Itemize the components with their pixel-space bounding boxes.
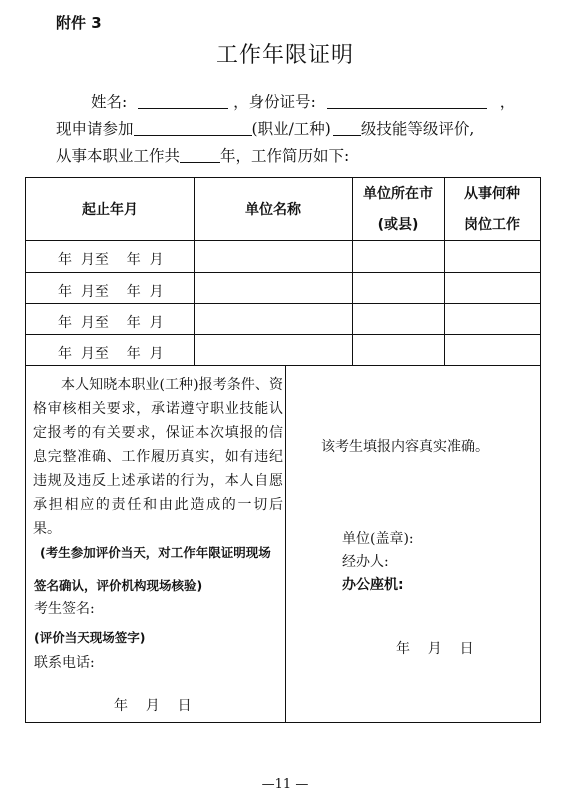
years-suffix: 年，工作简历如下: (220, 147, 350, 165)
years-prefix: 从事本职业工作共 (56, 147, 181, 165)
row-divider (26, 365, 540, 366)
row-divider (26, 334, 540, 335)
apply-prefix: 现申请参加 (56, 120, 134, 138)
date-range-row-3[interactable]: 年 月至 年 月 (58, 315, 164, 331)
date-range-row-4[interactable]: 年 月至 年 月 (58, 346, 164, 362)
id-tail: ， (499, 93, 516, 111)
level-suffix: 级技能等级评价, (360, 120, 475, 138)
occupation-blank[interactable] (134, 119, 252, 136)
header-location-line1: 单位所在市 (363, 186, 433, 202)
date-range-row-1[interactable]: 年 月至 年 月 (58, 252, 164, 268)
header-position-line2: 岗位工作 (464, 217, 520, 233)
level-blank[interactable] (333, 119, 361, 136)
applicant-date[interactable]: 年 月 日 (114, 698, 192, 714)
name-blank[interactable] (138, 92, 228, 109)
intro-line-1 (91, 90, 515, 112)
id-label: ，身份证号: (233, 93, 316, 111)
applicant-signature-label[interactable]: 考生签名: (34, 601, 95, 617)
years-blank[interactable] (180, 146, 220, 163)
page-title: 工作年限证明 (215, 43, 354, 68)
intro-line-2 (56, 117, 474, 139)
office-phone-label[interactable]: 办公座机: (342, 577, 404, 593)
unit-stamp-label[interactable]: 单位(盖章): (342, 531, 414, 547)
bottom-col-divider (285, 365, 286, 722)
id-number-blank[interactable] (327, 92, 487, 109)
onsite-signature-note: (评价当天现场签字) (34, 630, 146, 645)
contact-phone-label[interactable]: 联系电话: (34, 655, 95, 671)
intro-line-3 (56, 144, 349, 166)
handler-label[interactable]: 经办人: (342, 554, 389, 570)
signature-note-line1: (考生参加评价当天，对工作年限证明现场 (40, 545, 271, 560)
row-divider (26, 303, 540, 304)
work-history-table (25, 177, 541, 723)
header-location-line2: (或县) (377, 217, 419, 233)
unit-date[interactable]: 年 月 日 (396, 641, 474, 657)
signature-note-line2: 签名确认，评价机构现场核验) (34, 578, 203, 593)
page-number: —11 — (261, 777, 309, 792)
header-unit-name: 单位名称 (245, 202, 301, 218)
date-range-row-2[interactable]: 年 月至 年 月 (58, 284, 164, 300)
header-period: 起止年月 (82, 202, 138, 218)
row-divider (26, 272, 540, 273)
applicant-promise-text: 本人知晓本职业(工种)报考条件、资格审核相关要求，承诺遵守职业技能认定报考的有关要求，保证本次填报的信息完整准确、工作履历真实，如有违纪违规及违反上述承诺的行为，本人自愿承担相应的责任和由此造成的一切后果。 (33, 377, 283, 537)
name-label: 姓名: (91, 93, 128, 111)
header-position-line1: 从事何种 (464, 186, 520, 202)
verification-statement: 该考生填报内容真实准确。 (321, 439, 489, 455)
attachment-label: 附件 3 (56, 14, 102, 32)
occupation-label: (职业/工种) (251, 120, 331, 138)
